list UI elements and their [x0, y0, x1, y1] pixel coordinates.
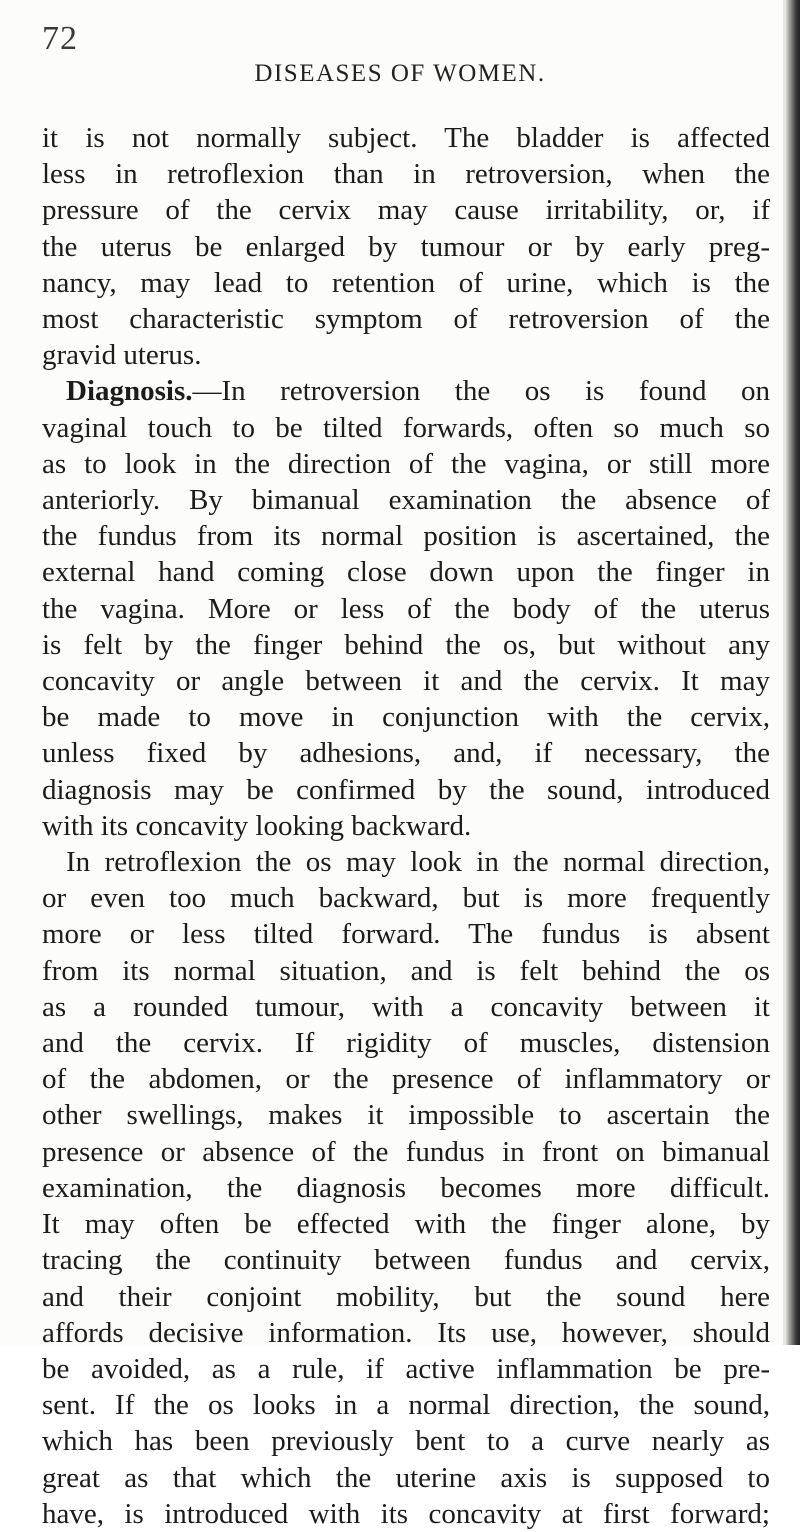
text-line: more or less tilted forward. The fundus is absent	[42, 918, 770, 951]
text-line: have, is introduced with its concavity at first forward;	[42, 1497, 770, 1530]
text-line: which has been previously bent to a curve nearly as	[42, 1425, 770, 1458]
text-line: vaginal touch to be tilted forwards, often so much so	[42, 411, 770, 444]
page-number: 72	[42, 20, 78, 57]
text-line: the fundus from its normal position is ascertained, the	[42, 520, 770, 553]
text-line: it is not normally subject. The bladder is affected	[42, 122, 770, 154]
text-line: other swellings, makes it impossible to ascertain the	[42, 1099, 770, 1132]
text-line: the uterus be enlarged by tumour or by early preg-	[42, 230, 770, 263]
text-line: In retroflexion the os may look in the normal direction,	[66, 846, 770, 879]
text-line: examination, the diagnosis becomes more difficult.	[42, 1171, 770, 1204]
paragraph-diagnosis	[42, 373, 770, 844]
text-line: is felt by the finger behind the os, but without any	[42, 628, 770, 661]
text-line: anteriorly. By bimanual examination the absence of	[42, 484, 770, 517]
text-line: nancy, may lead to retention of urine, which is the	[42, 266, 770, 299]
text-line: tracing the continuity between fundus and cervix,	[42, 1244, 770, 1277]
text-line: with its concavity looking backward.	[42, 809, 472, 842]
text-line: or even too much backward, but is more frequently	[42, 882, 770, 915]
text-line: be made to move in conjunction with the cervix,	[42, 701, 770, 734]
text-line: It may often be effected with the finger alone, by	[42, 1208, 770, 1241]
text-line: sent. If the os looks in a normal direction, the sound,	[42, 1389, 770, 1422]
text-line: pressure of the cervix may cause irritability, or, if	[42, 194, 770, 227]
text-line: as a rounded tumour, with a concavity between it	[42, 990, 770, 1023]
text-line: be avoided, as a rule, if active inflammation be pre-	[42, 1352, 770, 1385]
text-line: presence or absence of the fundus in front on bimanual	[42, 1135, 770, 1168]
text-line: diagnosis may be confirmed by the sound, introduced	[42, 773, 770, 806]
text-line: unless fixed by adhesions, and, if necessary, the	[42, 737, 770, 770]
text-line: most characteristic symptom of retroversion of the	[42, 303, 770, 336]
text-fragment: —In retroversion the os is found on	[192, 375, 770, 408]
text-line: concavity or angle between it and the cervix. It may	[42, 665, 770, 698]
paragraph-retroflexion	[42, 844, 770, 1532]
text-line: external hand coming close down upon the finger in	[42, 556, 770, 589]
paragraph-bladder	[42, 120, 770, 373]
text-line: the vagina. More or less of the body of the uterus	[42, 592, 770, 625]
body-text	[42, 120, 770, 1532]
text-line: and the cervix. If rigidity of muscles, distension	[42, 1027, 770, 1060]
text-line: affords decisive information. Its use, however, should	[42, 1316, 770, 1349]
section-heading-diagnosis: Diagnosis.	[66, 375, 193, 408]
text-line: and their conjoint mobility, but the sound here	[42, 1280, 770, 1313]
text-line: from its normal situation, and is felt behind the os	[42, 954, 770, 987]
running-head: DISEASES OF WOMEN.	[254, 60, 546, 87]
text-line: less in retroflexion than in retroversion, when the	[42, 158, 770, 191]
text-line: as to look in the direction of the vagina, or still more	[42, 447, 770, 480]
text-line	[42, 373, 770, 409]
text-line: of the abdomen, or the presence of inflammatory or	[42, 1063, 770, 1096]
text-line: great as that which the uterine axis is supposed to	[42, 1461, 770, 1494]
text-line: gravid uterus.	[42, 339, 202, 372]
book-spine-shadow	[786, 0, 800, 1345]
